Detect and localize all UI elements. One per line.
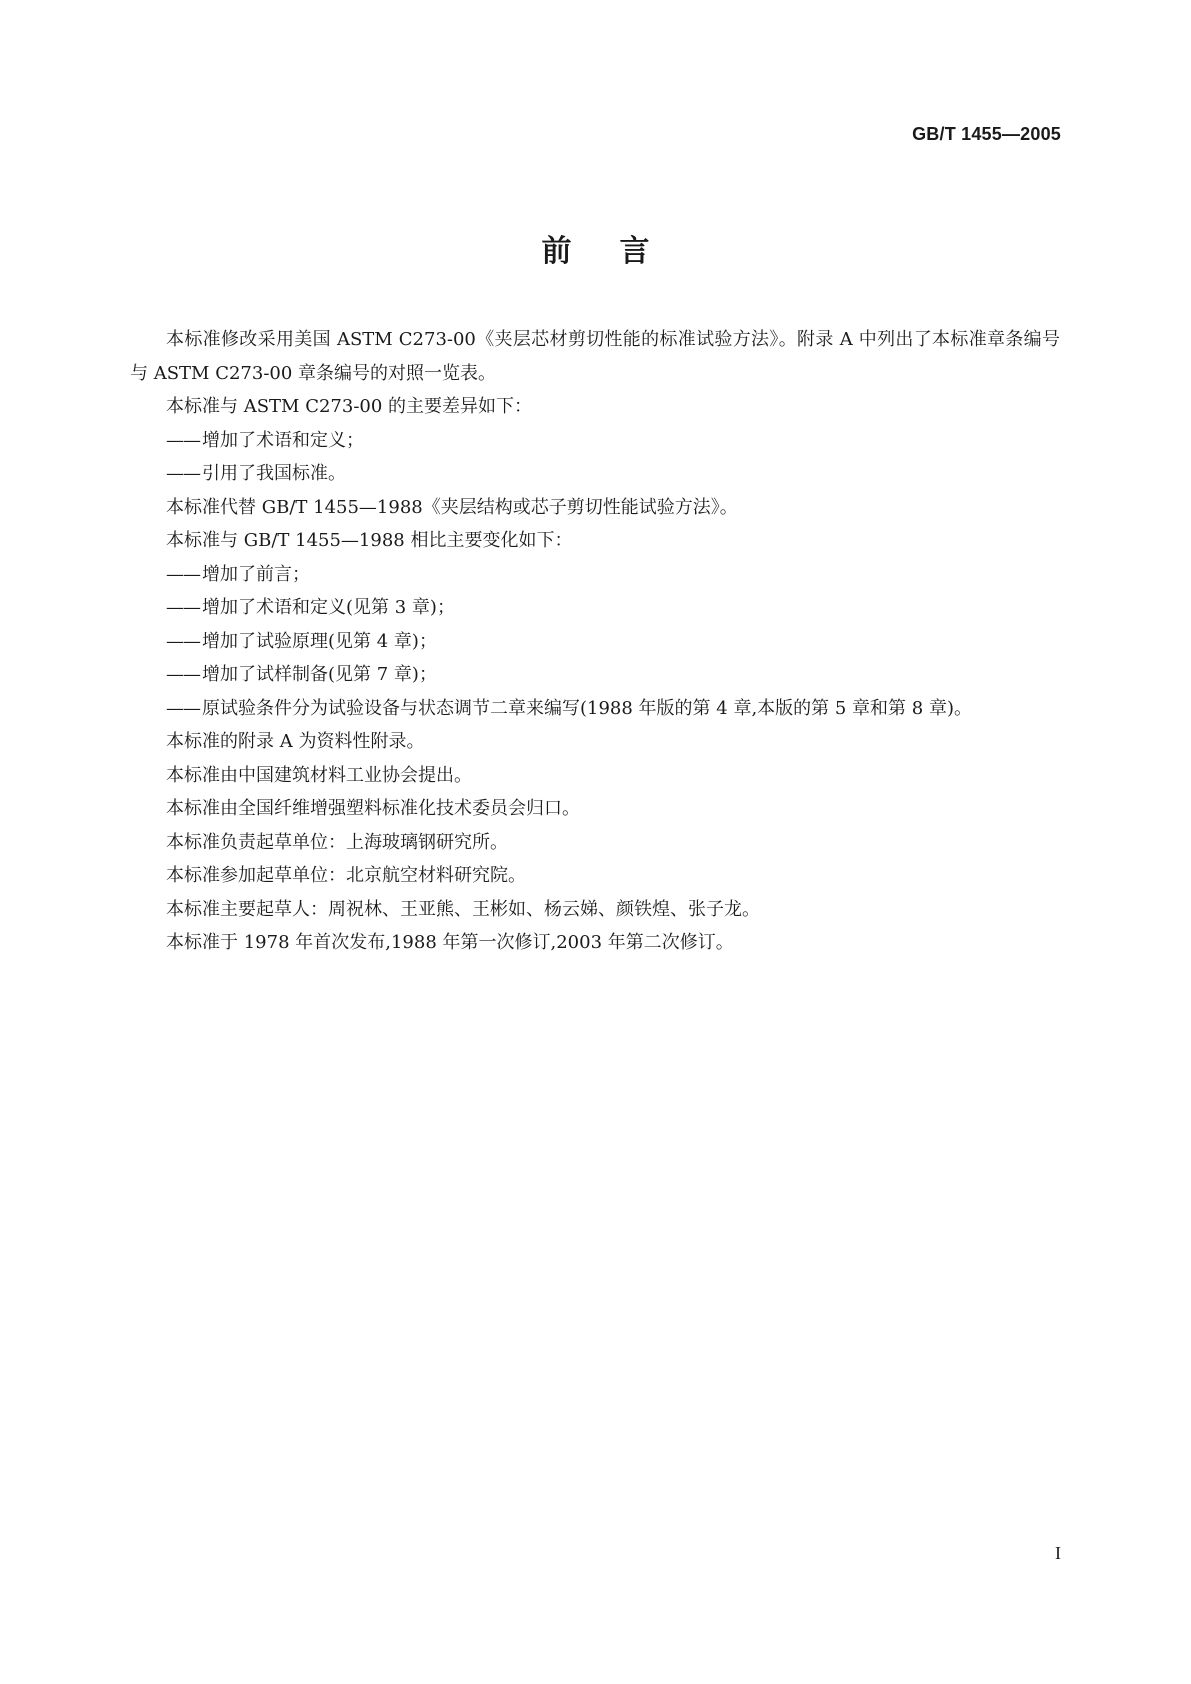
dash-marker: ——	[166, 563, 200, 585]
dash-marker: ——	[166, 463, 200, 484]
paragraph-differences-astm: 本标准与 ASTM C273-00 的主要差异如下：	[166, 396, 533, 417]
list-item: —— 增加了试验原理(见第 4 章)；	[130, 625, 1060, 659]
standard-code: GB/T 1455—2005	[912, 124, 1061, 144]
page-title: 前言	[541, 234, 698, 269]
paragraph-history: 本标准于 1978 年首次发布,1988 年第一次修订,2003 年第二次修订。	[166, 932, 734, 953]
list-item: —— 增加了试样制备(见第 7 章)；	[130, 658, 1060, 692]
list-item: —— 增加了术语和定义(见第 3 章)；	[130, 591, 1060, 625]
list-item: —— 增加了前言；	[130, 558, 1060, 592]
dash-marker: ——	[166, 429, 200, 451]
paragraph-participating-unit: 本标准参加起草单位：北京航空材料研究院。	[166, 865, 526, 886]
list-item: —— 原试验条件分为试验设备与状态调节二章来编写(1988 年版的第 4 章,本版的第 5 章和第 8 章)。	[130, 692, 1060, 726]
list-item: —— 引用了我国标准。	[130, 457, 1060, 491]
dash-marker: ——	[166, 597, 200, 618]
paragraph-replaces: 本标准代替 GB/T 1455—1988《夹层结构或芯子剪切性能试验方法》。	[166, 496, 738, 518]
dash-marker: ——	[166, 697, 200, 719]
paragraph-drafters: 本标准主要起草人：周祝林、王亚熊、王彬如、杨云娣、颜铁煌、张子龙。	[166, 898, 760, 920]
paragraph-drafting-unit: 本标准负责起草单位：上海玻璃钢研究所。	[166, 831, 508, 853]
paragraph-annex: 本标准的附录 A 为资料性附录。	[166, 731, 425, 752]
paragraph-committee: 本标准由全国纤维增强塑料标准化技术委员会归口。	[166, 798, 580, 819]
paragraph-adoption: 本标准修改采用美国 ASTM C273-00《夹层芯材剪切性能的标准试验方法》。附录 A 中列出了本标准章条编号与 ASTM C273-00 章条编号的对照一览表。	[130, 329, 1060, 384]
dash-marker: ——	[166, 664, 200, 685]
paragraph-proposer: 本标准由中国建筑材料工业协会提出。	[166, 764, 472, 786]
dash-marker: ——	[166, 630, 200, 652]
page-number: I	[1055, 1543, 1061, 1563]
list-item: —— 增加了术语和定义；	[130, 424, 1060, 458]
foreword-body	[130, 323, 1060, 960]
paragraph-changes: 本标准与 GB/T 1455—1988 相比主要变化如下：	[166, 530, 573, 551]
